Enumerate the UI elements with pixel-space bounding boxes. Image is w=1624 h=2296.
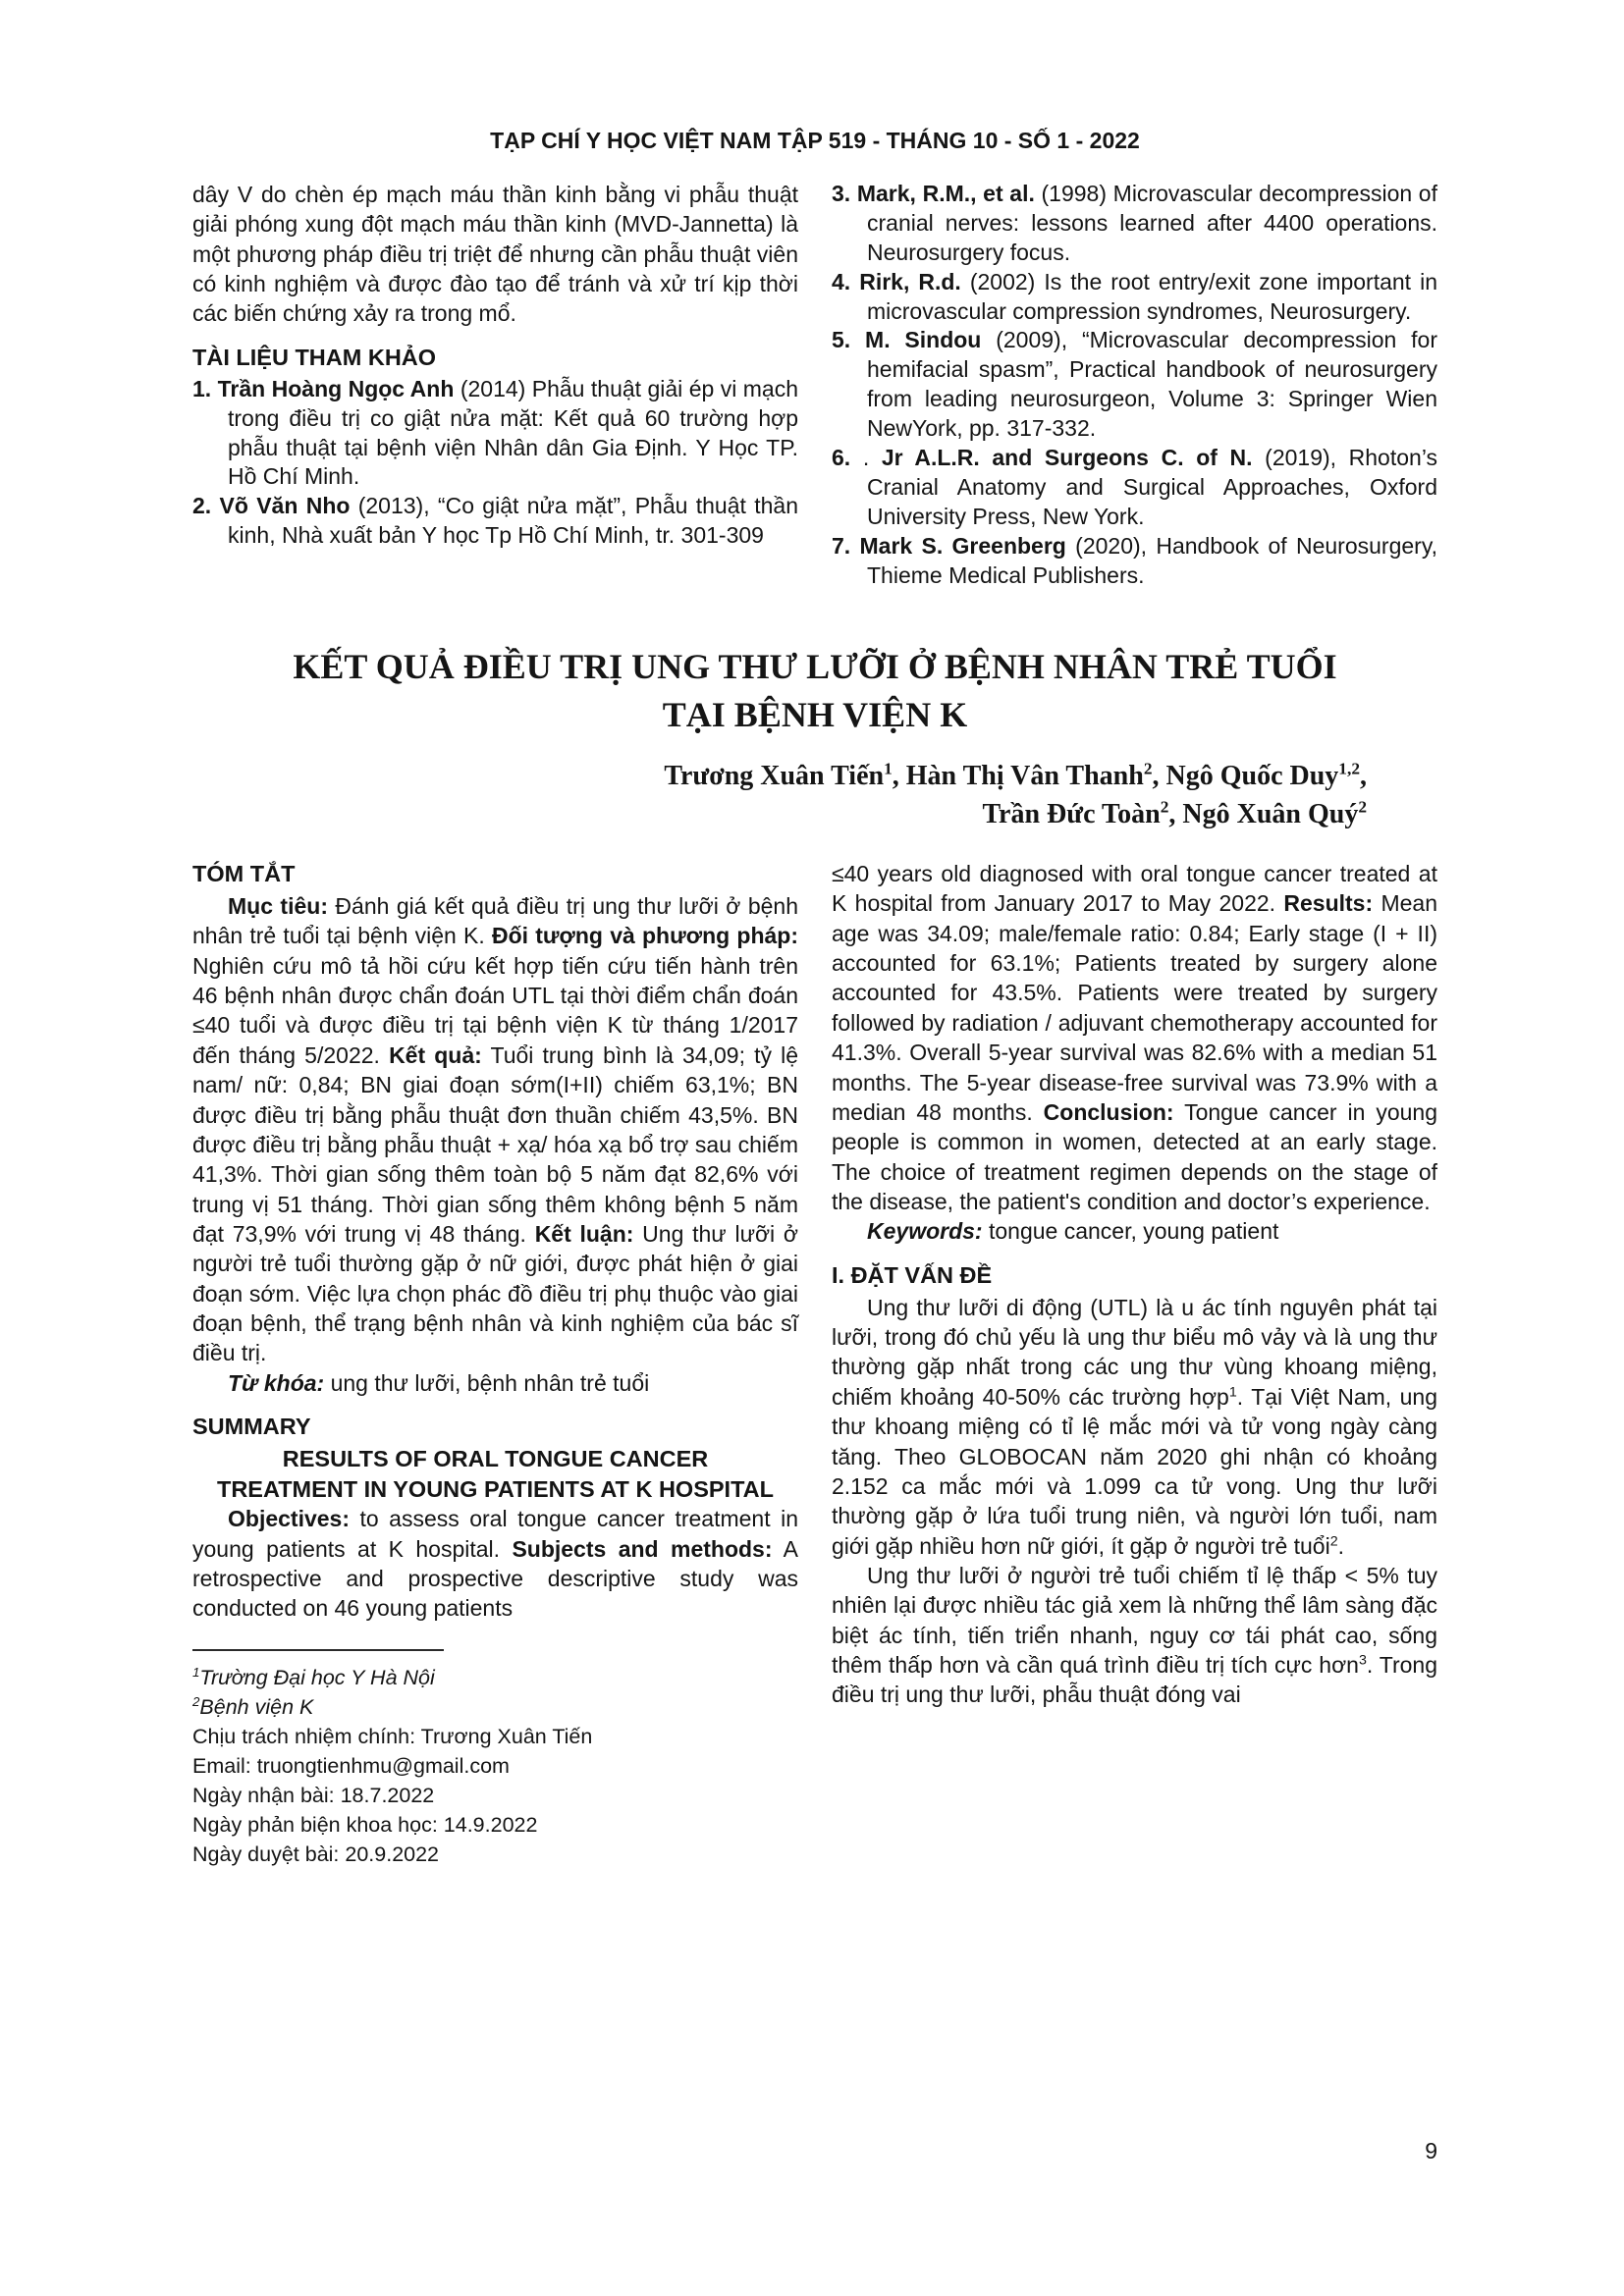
references-left-column (192, 180, 798, 590)
footnote-affiliation-2: $^2$Bệnh viện K (192, 1693, 314, 1719)
reference-item-1: 1. Trần Hoàng Ngọc Anh (2014) Phẫu thuật giải ép vi mạch trong điều trị co giật nửa mặt: Kết quả 60 trường hợp phẫu thuật tại bệnh viện Nhân dân Gia Định. Y Học TP. Hồ Chí Minh. (192, 375, 799, 490)
authors-line1: Trương Xuân Tiến$^1$, Hàn Thị Vân Thanh$^2$, Ngô Quốc Duy$^{1,2}$, (664, 759, 1367, 791)
journal-header-title: TẠP CHÍ Y HỌC VIỆT NAM TẬP 519 - THÁNG 10 - SỐ 1 - 2022 (490, 128, 1140, 153)
page-number: 9 (1425, 2138, 1437, 2163)
reference-item-4: 4. Rirk, R.d. (2002) Is the root entry/exit zone important in microvascular compression syndromes, Neurosurgery. (832, 268, 1437, 324)
abstract-heading: TÓM TẮT (192, 861, 296, 887)
abstract-paragraph: Mục tiêu: Đánh giá kết quả điều trị ung thư lưỡi ở bệnh nhân trẻ tuổi tại bệnh viện K. Đối tượng và phương pháp: Nghiên cứu mô tả hồi cứu kết hợp tiến cứu tiến hành trên 46 bệnh nhân được chẩn đoán UTL tại thời điểm chẩn đoán ≤40 tuổi và được điều trị tại bệnh viện K từ tháng 1/2017 đến tháng 5/2022. Kết quả: Tuổi trung bình là 34,09; tỷ lệ nam/ nữ: 0,84; BN giai đoạn sớm(I+II) chiếm 63,1%; BN được điều trị bằng phẫu thuật đơn thuần chiếm 43,5%. BN được điều trị bằng phẫu thuật + xạ/ hóa xạ bổ trợ sau chiếm 41,3%. Thời gian sống thêm toàn bộ 5 năm đạt 82,6% với trung vị 51 tháng. Thời gian sống thêm không bệnh 5 năm đạt 73,9% với trung vị 48 tháng. Kết luận: Ung thư lưỡi ở người trẻ tuổi thường gặp ở nữ giới, được phát hiện ở giai đoạn sớm. Việc lựa chọn phác đồ điều trị phụ thuộc vào giai đoạn bệnh, thể trạng bệnh nhân và kinh nghiệm của bác sĩ điều trị. (192, 893, 799, 1366)
introduction-paragraph-2: Ung thư lưỡi ở người trẻ tuổi chiếm tỉ lệ thấp < 5% tuy nhiên lại được nhiều tác giả xem là những thể lâm sàng đặc biệt ác tính, tiến triển nhanh, nguy cơ tái phát cao, sống thêm thấp hơn và cần quá trình điều trị tích cực hơn$^3$. Trong điều trị ung thư lưỡi, phẫu thuật đóng vai (832, 1562, 1437, 1708)
article-right-column (832, 859, 1437, 1869)
footnote-divider (192, 1649, 444, 1651)
references-heading: TÀI LIỆU THAM KHẢO (192, 344, 437, 370)
previous-article-closing-paragraph: dây V do chèn ép mạch máu thần kinh bằng vi phẫu thuật giải phóng xung đột mạch máu thần kinh (MVD-Jannetta) là một phương pháp điều trị triệt để nhưng cần phẫu thuật viên có kinh nghiệm và được đào tạo để tránh và xử trí kịp thời các biến chứng xảy ra trong mổ. (192, 182, 798, 327)
reference-item-5: 5. M. Sindou (2009), “Microvascular decompression for hemifacial spasm”, Practical handbook of neurosurgery from leading neurosurgeon, Volume 3: Springer Wien NewYork, pp. 317-332. (832, 327, 1437, 442)
footnote-accepted-date: Ngày duyệt bài: 20.9.2022 (192, 1842, 440, 1867)
footnote-email: Email: truongtienhmu@gmail.com (192, 1753, 510, 1778)
article-title-line1: KẾT QUẢ ĐIỀU TRỊ UNG THƯ LƯỠI Ở BỆNH NHÂN TRẺ TUỔI (293, 647, 1337, 687)
article-left-column (192, 859, 798, 1869)
footnote-review-date: Ngày phản biện khoa học: 14.9.2022 (192, 1813, 538, 1838)
introduction-heading: I. ĐẶT VẤN ĐỀ (832, 1261, 993, 1288)
article-body (192, 859, 1437, 1869)
summary-continuation-paragraph: ≤40 years old diagnosed with oral tongue cancer treated at K hospital from January 2017 to May 2022. Results: Mean age was 34.09; male/female ratio: 0.84; Early stage (I + II) accounted for 63.1%; Patients treated by surgery alone accounted for 43.5%. Patients were treated by surgery followed by radiation / adjuvant chemotherapy accounted for 41.3%. Overall 5-year survival was 82.6% with a median 51 months. The 5-year disease-free survival was 73.9% with a median 48 months. Conclusion: Tongue cancer in young people is common in women, detected at an early stage. The choice of treatment regimen depends on the stage of the disease, the patient's condition and doctor’s experience. (832, 861, 1437, 1214)
reference-item-3: 3. Mark, R.M., et al. (1998) Microvascular decompression of cranial nerves: lessons learned after 4400 operations. Neurosurgery focus. (832, 181, 1437, 265)
reference-item-7: 7. Mark S. Greenberg (2020), Handbook of Neurosurgery, Thieme Medical Publishers. (832, 532, 1438, 588)
summary-title-line1: RESULTS OF ORAL TONGUE CANCER (282, 1446, 709, 1472)
footnote-affiliation-1: $^1$Trường Đại học Y Hà Nội (192, 1664, 435, 1689)
summary-keywords: Keywords: tongue cancer, young patient (867, 1218, 1279, 1245)
authors-line2: Trần Đức Toàn$^2$, Ngô Xuân Quý$^2$ (982, 797, 1367, 829)
authors-block (192, 757, 1437, 833)
introduction-paragraph-1: Ung thư lưỡi di động (UTL) là u ác tính nguyên phát tại lưỡi, trong đó chủ yếu là ung thư biểu mô vảy và là ung thư thường gặp nhất trong các ung thư vùng khoang miệng, chiếm khoảng 40-50% các trường hợp$^1$. Tại Việt Nam, ung thư khoang miệng có tỉ lệ mắc mới và tử vong ngày càng tăng. Theo GLOBOCAN năm 2020 ghi nhận có khoảng 2.152 ca mắc mới và 1.099 ca tử vong. Ung thư lưỡi thường gặp ở lứa tuổi trung niên, và người lớn tuổi, nam giới gặp nhiều hơn nữ giới, ít gặp ở người trẻ tuổi$^2$. (832, 1294, 1437, 1559)
article-title-line2: TẠI BỆNH VIỆN K (662, 695, 968, 735)
footnote-corresponding-author: Chịu trách nhiệm chính: Trương Xuân Tiến (192, 1724, 593, 1748)
summary-objectives-paragraph: Objectives: to assess oral tongue cancer treatment in young patients at K hospital. Subjects and methods: A retrospective and prospective descriptive study was conducted on 46 young patients (192, 1506, 798, 1622)
summary-heading: SUMMARY (192, 1414, 311, 1440)
article-title (222, 643, 1408, 738)
footnote-block (192, 1649, 798, 1870)
summary-title-line2: TREATMENT IN YOUNG PATIENTS AT K HOSPITAL (216, 1475, 775, 1502)
references-section (192, 180, 1437, 590)
footnote-received-date: Ngày nhận bài: 18.7.2022 (192, 1784, 435, 1808)
reference-item-6: 6. . Jr A.L.R. and Surgeons C. of N. (2019), Rhoton’s Cranial Anatomy and Surgical Approaches, Oxford University Press, New York. (832, 445, 1438, 529)
abstract-keywords: Từ khóa: ung thư lưỡi, bệnh nhân trẻ tuổi (228, 1369, 650, 1396)
reference-item-2: 2. Võ Văn Nho (2013), “Co giật nửa mặt”, Phẫu thuật thần kinh, Nhà xuất bản Y học Tp Hồ Chí Minh, tr. 301-309 (192, 493, 798, 549)
references-right-column (832, 180, 1437, 590)
